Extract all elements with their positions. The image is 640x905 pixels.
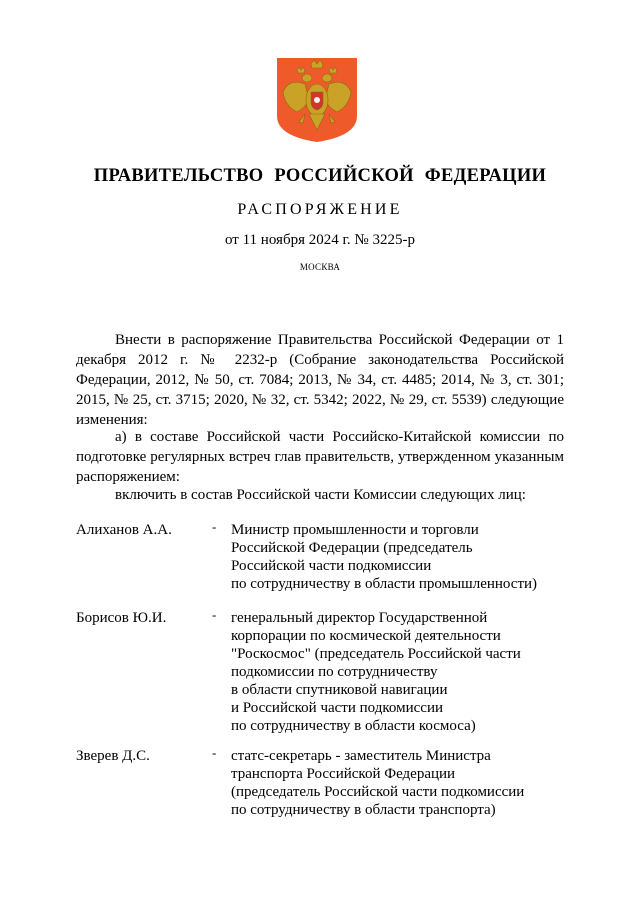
position-line: Российской части подкомиссии xyxy=(231,558,432,574)
member-name: Зверев Д.С. xyxy=(76,748,150,764)
coat-of-arms-icon xyxy=(275,56,359,144)
position-line: по сотрудничеству в области промышленности) xyxy=(231,576,538,592)
position-line: по сотрудничеству в области космоса) xyxy=(231,718,476,734)
position-line: и Российской части подкомиссии xyxy=(231,700,443,716)
position-line: корпорации по космической деятельности xyxy=(231,628,501,644)
member-dash: - xyxy=(212,745,217,760)
document-type: РАСПОРЯЖЕНИЕ xyxy=(237,201,403,218)
paragraph-include: включить в состав Российской части Комиссии следующих лиц: xyxy=(115,487,526,503)
position-line: подкомиссии по сотрудничеству xyxy=(231,664,438,680)
member-name: Алиханов А.А. xyxy=(76,522,172,538)
position-line: (председатель Российской части подкомиссии xyxy=(231,784,525,800)
position-line: "Роскосмос" (председатель Российской части xyxy=(231,646,521,662)
member-dash: - xyxy=(212,607,217,622)
document-city: МОСКВА xyxy=(299,262,341,272)
position-line: в области спутниковой навигации xyxy=(231,682,448,698)
position-line: статс-секретарь - заместитель Министра xyxy=(231,748,491,764)
document-date-number: от 11 ноября 2024 г. № 3225-р xyxy=(225,232,415,248)
member-position xyxy=(231,609,576,735)
position-line: Российской Федерации (председатель xyxy=(231,540,473,556)
member-dash: - xyxy=(212,519,217,534)
member-position xyxy=(231,747,576,819)
paragraph-item-a: а) в составе Российской части Российско-Китайской комиссии по подготовке регулярных встреч глав правительств, утвержденном указанным распоряжением: xyxy=(76,429,564,485)
position-line: транспорта Российской Федерации xyxy=(231,766,456,782)
member-position xyxy=(231,521,576,593)
member-name: Борисов Ю.И. xyxy=(76,610,167,626)
position-line: Министр промышленности и торговли xyxy=(231,522,479,538)
position-line: генеральный директор Государственной xyxy=(231,610,488,626)
paragraph-intro: Внести в распоряжение Правительства Российской Федерации от 1 декабря 2012 г. № 2232-р (Собрание законодательства Российской Федерации, 2012, № 50, ст. 7084; 2013, № 34, ст. 4485; 2014, № 3, ст. 301; 2015, № 25, ст. 3715; 2020, № 32, ст. 5342; 2022, № 29, ст. 5539) следующие изменения: xyxy=(76,332,564,428)
government-title: ПРАВИТЕЛЬСТВО РОССИЙСКОЙ ФЕДЕРАЦИИ xyxy=(93,166,547,186)
position-line: по сотрудничеству в области транспорта) xyxy=(231,802,496,818)
